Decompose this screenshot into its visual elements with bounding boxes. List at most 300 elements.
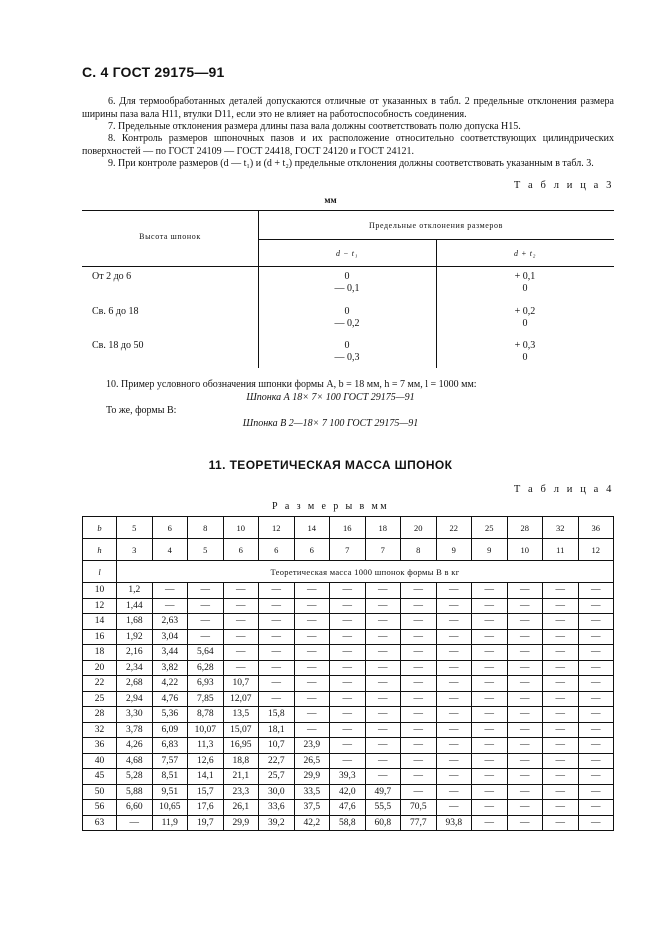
table4-cell: 1,2: [117, 583, 153, 599]
table4-b-value: 8: [188, 517, 224, 539]
table4-cell: —: [223, 583, 259, 599]
table4-cell: —: [223, 629, 259, 645]
table3-cell: — 0,1: [334, 283, 360, 294]
table3-caption: Т а б л и ц а 3: [513, 180, 614, 191]
table4-cell: —: [436, 738, 472, 754]
table3-top-rule: [82, 210, 614, 211]
table4-cell: 21,1: [223, 769, 259, 785]
table4-cell: 42,0: [330, 784, 366, 800]
table4-cell: 25,7: [259, 769, 295, 785]
table4-cell: —: [578, 614, 614, 630]
table4-cell: 3,82: [152, 660, 188, 676]
table3-cell: 0: [344, 340, 350, 351]
table4-cell: —: [436, 800, 472, 816]
table4-cell: —: [543, 722, 579, 738]
table4-cell: —: [472, 815, 508, 831]
table4-cell: —: [152, 583, 188, 599]
table4-cell: —: [401, 769, 437, 785]
table4-cell: —: [436, 583, 472, 599]
table-row: [83, 583, 614, 599]
table4-cell: —: [401, 614, 437, 630]
table4-cell: 70,5: [401, 800, 437, 816]
table4-cell: —: [578, 769, 614, 785]
table4-cell: —: [330, 598, 366, 614]
table4-cell: —: [365, 645, 401, 661]
table4-cell: —: [507, 629, 543, 645]
table4-cell: —: [507, 583, 543, 599]
table4-cell: 13,5: [223, 707, 259, 723]
table4-cell: 39,3: [330, 769, 366, 785]
table4-b-value: 14: [294, 517, 330, 539]
table4-cell: 3,44: [152, 645, 188, 661]
table4-cell: —: [543, 769, 579, 785]
table4-cell: 10,7: [259, 738, 295, 754]
table4-cell: 5,64: [188, 645, 224, 661]
table4-cell: —: [543, 707, 579, 723]
table4-cell: 11,3: [188, 738, 224, 754]
table4-cell: —: [330, 660, 366, 676]
table3-cell: — 0,3: [334, 352, 360, 363]
table4-cell: —: [436, 722, 472, 738]
table4-cell: —: [365, 614, 401, 630]
table4-cell: —: [578, 707, 614, 723]
table4-cell: 18,8: [223, 753, 259, 769]
table4-cell: 4,68: [117, 753, 153, 769]
table4-cell: —: [436, 691, 472, 707]
table4-cell: —: [294, 614, 330, 630]
table4-cell: 18,1: [259, 722, 295, 738]
table4-cell: —: [472, 583, 508, 599]
table4-cell: —: [330, 707, 366, 723]
table4-cell: 42,2: [294, 815, 330, 831]
table4-cell: —: [543, 645, 579, 661]
table4-cell: 15,8: [259, 707, 295, 723]
table3-cell: 0: [522, 352, 528, 363]
table-row: [83, 614, 614, 630]
table4-l-value: 63: [83, 815, 117, 831]
page-header: С. 4 ГОСТ 29175—91: [82, 64, 225, 80]
table4-cell: —: [401, 753, 437, 769]
table4-cell: —: [543, 583, 579, 599]
table4-h-value: 4: [152, 539, 188, 561]
table4: [82, 516, 614, 831]
table4-cell: —: [472, 660, 508, 676]
table4-h-label: h: [83, 539, 117, 561]
table4-cell: —: [330, 691, 366, 707]
table4-h-value: 3: [117, 539, 153, 561]
table4-cell: 10,07: [188, 722, 224, 738]
table4-b-value: 32: [543, 517, 579, 539]
table4-l-value: 16: [83, 629, 117, 645]
table4-cell: —: [578, 815, 614, 831]
table-row: [83, 598, 614, 614]
table-row: [83, 676, 614, 692]
table4-h-value: 6: [223, 539, 259, 561]
table4-l-value: 18: [83, 645, 117, 661]
table4-cell: —: [472, 598, 508, 614]
table4-cell: —: [259, 614, 295, 630]
table3-cell: + 0,3: [514, 340, 536, 351]
paragraph-9: 9. При контроле размеров (d — t₁) и (d + t₂) предельные отклонения должны соответствовать указанным в табл. 3.: [108, 158, 594, 169]
table4-cell: —: [472, 769, 508, 785]
table4-cell: —: [507, 614, 543, 630]
table4-cell: 12,07: [223, 691, 259, 707]
table4-cell: —: [294, 629, 330, 645]
paragraph-6: 6. Для термообработанных деталей допускаются отличные от указанных в табл. 2 предельные отклонения размера ширины паза вала Н11, втулки D11, если это не влияет на работоспособность соединения.: [82, 96, 614, 120]
table4-cell: —: [401, 707, 437, 723]
table4-cell: —: [436, 660, 472, 676]
table4-cell: —: [401, 660, 437, 676]
table4-l-value: 10: [83, 583, 117, 599]
table4-cell: 6,28: [188, 660, 224, 676]
table4-cell: —: [472, 645, 508, 661]
table4-b-value: 22: [436, 517, 472, 539]
table3-cell: 0: [522, 318, 528, 329]
table4-cell: —: [152, 598, 188, 614]
table4-cell: —: [436, 676, 472, 692]
table4-cell: —: [330, 645, 366, 661]
table4-cell: —: [543, 738, 579, 754]
table4-cell: 9,51: [152, 784, 188, 800]
table4-cell: 7,85: [188, 691, 224, 707]
table4-cell: —: [472, 784, 508, 800]
table4-cell: —: [507, 660, 543, 676]
table4-cell: —: [294, 707, 330, 723]
table4-cell: —: [507, 676, 543, 692]
table4-cell: —: [578, 753, 614, 769]
table4-cell: —: [223, 598, 259, 614]
table4-caption: Т а б л и ц а 4: [513, 484, 614, 495]
table4-cell: 6,93: [188, 676, 224, 692]
table4-cell: —: [543, 629, 579, 645]
table4-l-value: 50: [83, 784, 117, 800]
table4-cell: 47,6: [330, 800, 366, 816]
table4-h-value: 6: [294, 539, 330, 561]
table4-b-value: 12: [259, 517, 295, 539]
table3-cell: 0: [344, 271, 350, 282]
table4-b-label: b: [83, 517, 117, 539]
table4-cell: —: [188, 614, 224, 630]
table3-cell: + 0,2: [514, 306, 536, 317]
table4-cell: 30,0: [259, 784, 295, 800]
table4-cell: —: [365, 691, 401, 707]
table4-b-value: 10: [223, 517, 259, 539]
table-row: [83, 800, 614, 816]
table4-cell: 22,7: [259, 753, 295, 769]
table4-b-value: 16: [330, 517, 366, 539]
table4-cell: 29,9: [223, 815, 259, 831]
table4-cell: —: [330, 676, 366, 692]
table4-cell: 4,22: [152, 676, 188, 692]
table4-cell: 33,5: [294, 784, 330, 800]
table3-cell: 0: [344, 306, 350, 317]
table4-cell: —: [543, 614, 579, 630]
table4-cell: 8,78: [188, 707, 224, 723]
table4-cell: 23,3: [223, 784, 259, 800]
table4-mass-caption: Теоретическая масса 1000 шпонок формы В в кг: [117, 561, 614, 583]
table-row: [83, 645, 614, 661]
table4-cell: 12,6: [188, 753, 224, 769]
table4-cell: 2,94: [117, 691, 153, 707]
table4-cell: —: [401, 629, 437, 645]
table4-cell: —: [330, 614, 366, 630]
table4-cell: —: [578, 784, 614, 800]
table4-cell: 33,6: [259, 800, 295, 816]
table4-l-value: 32: [83, 722, 117, 738]
paragraph-8: 8. Контроль размеров шпоночных пазов и их расположение относительно соответствующих цилиндрических поверхностей — по ГОСТ 24109 — ГОСТ 24418, ГОСТ 24120 и ГОСТ 24121.: [82, 133, 614, 157]
table3-cell: + 0,1: [514, 271, 536, 282]
table4-l-row: [83, 561, 614, 583]
example-text: 10. Пример условного обозначения шпонки формы А, b = 18 мм, h = 7 мм, l = 1000 мм:: [106, 379, 477, 390]
table4-cell: —: [294, 645, 330, 661]
table4-cell: 23,9: [294, 738, 330, 754]
table4-cell: —: [294, 722, 330, 738]
table4-cell: —: [507, 815, 543, 831]
table4-h-value: 5: [188, 539, 224, 561]
table4-cell: —: [365, 598, 401, 614]
table3-row-label: Св. 6 до 18: [92, 306, 139, 317]
table4-l-value: 14: [83, 614, 117, 630]
table4-cell: —: [259, 598, 295, 614]
table4-cell: —: [436, 753, 472, 769]
table4-cell: 93,8: [436, 815, 472, 831]
table-row: [83, 784, 614, 800]
table4-cell: —: [259, 660, 295, 676]
table4-b-value: 36: [578, 517, 614, 539]
table4-cell: 49,7: [365, 784, 401, 800]
table4-cell: —: [543, 660, 579, 676]
table4-cell: —: [330, 629, 366, 645]
paragraph-7: 7. Предельные отклонения размера длины паза вала должны соответствовать полю допуска Н15.: [108, 121, 521, 132]
table4-l-value: 25: [83, 691, 117, 707]
table4-cell: —: [543, 800, 579, 816]
table4-cell: —: [507, 784, 543, 800]
table4-cell: —: [117, 815, 153, 831]
table-row: [83, 722, 614, 738]
table3-col-height: Высота шпонок: [139, 232, 201, 241]
table4-cell: —: [578, 722, 614, 738]
table4-cell: —: [365, 738, 401, 754]
table4-cell: 5,88: [117, 784, 153, 800]
table4-cell: 8,51: [152, 769, 188, 785]
table4-b-value: 6: [152, 517, 188, 539]
table4-cell: 3,30: [117, 707, 153, 723]
table4-cell: —: [472, 707, 508, 723]
table4-b-value: 25: [472, 517, 508, 539]
table4-cell: —: [507, 753, 543, 769]
table-row: [83, 769, 614, 785]
table4-cell: —: [472, 753, 508, 769]
table4-cell: —: [578, 583, 614, 599]
table4-cell: —: [472, 722, 508, 738]
table4-cell: —: [365, 629, 401, 645]
table4-b-value: 20: [401, 517, 437, 539]
table4-h-value: 9: [436, 539, 472, 561]
table-row: [83, 815, 614, 831]
table4-cell: —: [401, 645, 437, 661]
table4-cell: —: [436, 645, 472, 661]
table4-cell: 11,9: [152, 815, 188, 831]
table4-cell: —: [507, 722, 543, 738]
table4-h-value: 11: [543, 539, 579, 561]
table4-cell: 7,57: [152, 753, 188, 769]
table4-cell: —: [330, 753, 366, 769]
table4-cell: 6,09: [152, 722, 188, 738]
table4-cell: 14,1: [188, 769, 224, 785]
table4-cell: 2,34: [117, 660, 153, 676]
table4-cell: —: [578, 676, 614, 692]
table4-cell: —: [401, 722, 437, 738]
table4-cell: 1,92: [117, 629, 153, 645]
table4-h-value: 7: [365, 539, 401, 561]
table4-cell: 1,68: [117, 614, 153, 630]
table4-cell: —: [401, 691, 437, 707]
table-row: [83, 753, 614, 769]
table4-cell: 26,1: [223, 800, 259, 816]
table4-cell: —: [507, 769, 543, 785]
table4-cell: —: [436, 598, 472, 614]
table3-row-label: Св. 18 до 50: [92, 340, 144, 351]
table4-h-value: 7: [330, 539, 366, 561]
table4-l-value: 20: [83, 660, 117, 676]
table4-b-value: 18: [365, 517, 401, 539]
table4-l-value: 12: [83, 598, 117, 614]
table4-cell: —: [365, 583, 401, 599]
table4-cell: —: [578, 660, 614, 676]
table4-cell: —: [259, 629, 295, 645]
table4-cell: 5,28: [117, 769, 153, 785]
table4-cell: 58,8: [330, 815, 366, 831]
table3-row-label: От 2 до 6: [92, 271, 132, 282]
table4-cell: —: [472, 614, 508, 630]
example-designation-b: Шпонка В 2—18× 7 100 ГОСТ 29175—91: [242, 418, 419, 429]
table3-cell: 0: [522, 283, 528, 294]
table4-cell: 39,2: [259, 815, 295, 831]
table4-cell: —: [365, 769, 401, 785]
table4-cell: —: [330, 583, 366, 599]
table4-cell: 26,5: [294, 753, 330, 769]
table4-cell: —: [294, 676, 330, 692]
table4-cell: —: [507, 598, 543, 614]
table4-cell: —: [507, 738, 543, 754]
table4-cell: —: [294, 598, 330, 614]
table4-cell: 5,36: [152, 707, 188, 723]
table4-cell: 2,68: [117, 676, 153, 692]
table4-cell: 6,83: [152, 738, 188, 754]
table4-cell: —: [294, 660, 330, 676]
table4-l-value: 28: [83, 707, 117, 723]
table4-l-label: l: [83, 561, 117, 583]
table4-cell: —: [365, 676, 401, 692]
table4-cell: —: [543, 815, 579, 831]
table4-cell: 55,5: [365, 800, 401, 816]
table4-l-value: 40: [83, 753, 117, 769]
table4-b-row: [83, 517, 614, 539]
table4-cell: —: [507, 645, 543, 661]
table4-cell: 6,60: [117, 800, 153, 816]
table4-cell: —: [294, 691, 330, 707]
table4-cell: —: [507, 800, 543, 816]
table-row: [83, 660, 614, 676]
table4-cell: —: [330, 738, 366, 754]
table4-cell: —: [401, 676, 437, 692]
table4-cell: —: [578, 629, 614, 645]
section-title: 11. ТЕОРЕТИЧЕСКАЯ МАССА ШПОНОК: [208, 458, 453, 472]
table4-cell: 3,78: [117, 722, 153, 738]
table4-cell: —: [223, 614, 259, 630]
table4-cell: 15,07: [223, 722, 259, 738]
table4-cell: —: [259, 583, 295, 599]
example-text-b: То же, формы В:: [106, 405, 177, 416]
table4-cell: —: [223, 645, 259, 661]
table4-cell: —: [436, 769, 472, 785]
table4-cell: —: [507, 691, 543, 707]
table4-h-value: 10: [507, 539, 543, 561]
table4-cell: —: [188, 629, 224, 645]
table4-cell: —: [259, 676, 295, 692]
table-row: [83, 691, 614, 707]
table3-col-group: Предельные отклонения размеров: [368, 221, 504, 230]
table4-cell: —: [436, 707, 472, 723]
table4-l-value: 36: [83, 738, 117, 754]
table-row: [83, 707, 614, 723]
table4-body: [83, 517, 614, 831]
table4-cell: —: [578, 800, 614, 816]
table4-cell: 15,7: [188, 784, 224, 800]
table4-cell: —: [401, 598, 437, 614]
table4-cell: —: [365, 660, 401, 676]
table4-cell: 2,63: [152, 614, 188, 630]
table4-cell: —: [365, 707, 401, 723]
table4-cell: —: [401, 784, 437, 800]
table4-cell: 77,7: [401, 815, 437, 831]
table4-cell: 10,7: [223, 676, 259, 692]
table4-cell: —: [401, 583, 437, 599]
table4-cell: 19,7: [188, 815, 224, 831]
table4-cell: —: [188, 598, 224, 614]
example-designation-a: Шпонка А 18× 7× 100 ГОСТ 29175—91: [246, 392, 415, 403]
table4-cell: —: [365, 753, 401, 769]
table4-cell: —: [543, 691, 579, 707]
table4-cell: —: [578, 691, 614, 707]
table4-cell: —: [188, 583, 224, 599]
table4-cell: 3,04: [152, 629, 188, 645]
table4-cell: —: [472, 629, 508, 645]
table4-cell: —: [578, 598, 614, 614]
table4-cell: —: [472, 676, 508, 692]
table4-l-value: 22: [83, 676, 117, 692]
table4-cell: 37,5: [294, 800, 330, 816]
table3-col-d-minus-t1: d − t₁: [335, 249, 358, 258]
table4-cell: 17,6: [188, 800, 224, 816]
table4-cell: —: [294, 583, 330, 599]
table4-h-row: [83, 539, 614, 561]
table4-b-value: 28: [507, 517, 543, 539]
table4-cell: 2,16: [117, 645, 153, 661]
table4-cell: 10,65: [152, 800, 188, 816]
table4-cell: —: [365, 722, 401, 738]
table4-h-value: 12: [578, 539, 614, 561]
table-row: [83, 629, 614, 645]
table4-h-value: 8: [401, 539, 437, 561]
table4-l-value: 56: [83, 800, 117, 816]
table4-cell: 29,9: [294, 769, 330, 785]
table4-cell: —: [436, 614, 472, 630]
table3-cell: — 0,2: [334, 318, 360, 329]
table3-col-d-plus-t2: d + t₂: [513, 249, 536, 258]
table4-cell: —: [543, 598, 579, 614]
table4-cell: —: [507, 707, 543, 723]
